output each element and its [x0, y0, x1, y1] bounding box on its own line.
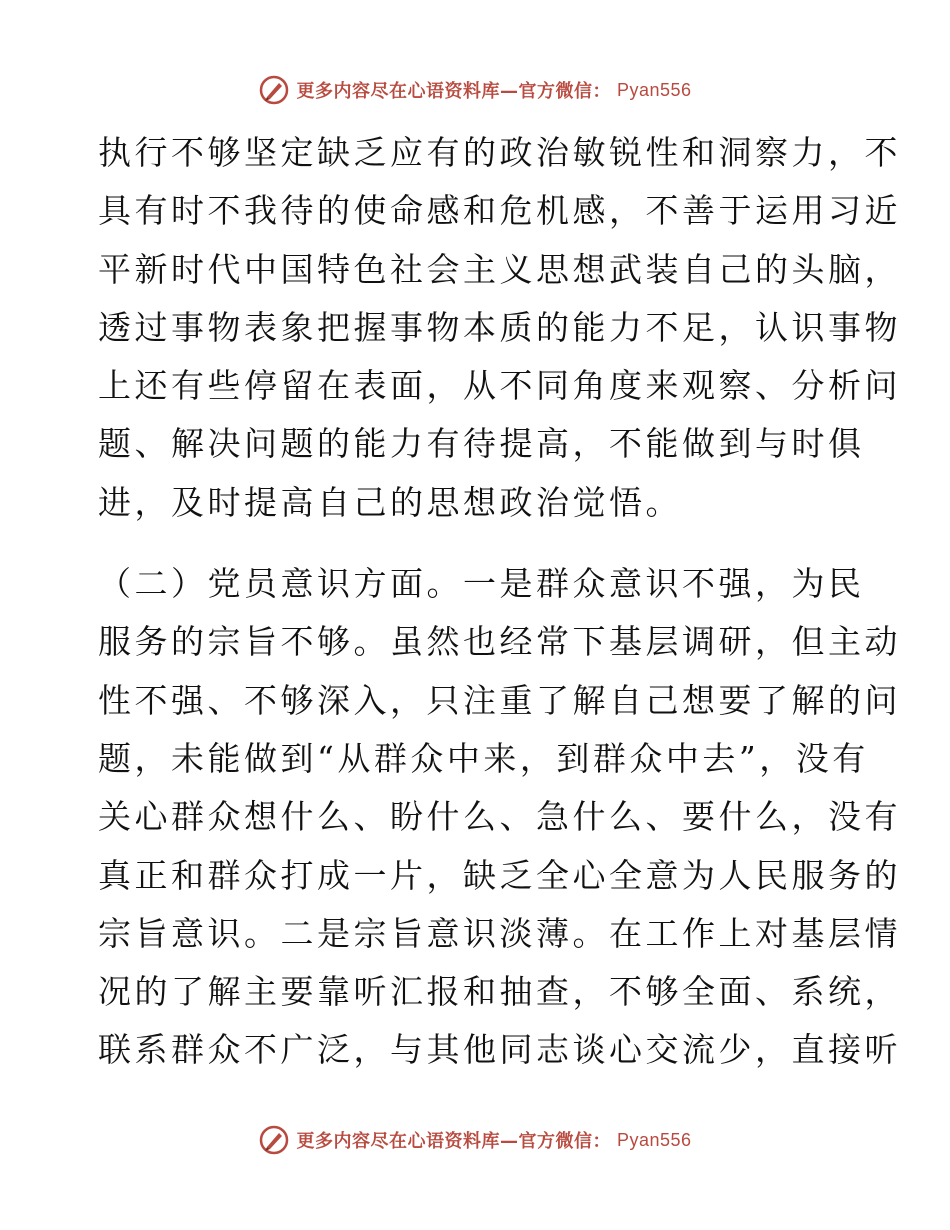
- text-line: 进，及时提高自己的思想政治觉悟。: [98, 482, 682, 522]
- text-line: （二）党员意识方面。一是群众意识不强，为民: [98, 564, 865, 604]
- header-watermark-banner: [0, 70, 950, 110]
- paragraph-1: [98, 124, 901, 532]
- text-line: 具有时不我待的使命感和危机感，不善于运用习近: [98, 191, 901, 231]
- pen-logo-icon: [258, 1124, 290, 1156]
- text-line: 题，未能做到“从群众中来，到群众中去”，没有: [98, 738, 869, 778]
- text-line: 宗旨意识。二是宗旨意识淡薄。在工作上对基层情: [98, 913, 901, 953]
- text-line: 性不强、不够深入，只注重了解自己想要了解的问: [98, 680, 901, 720]
- header-watermark-text: 更多内容尽在心语资料库—官方微信：: [296, 81, 611, 102]
- pen-logo-icon: [258, 74, 290, 106]
- text-line: 透过事物表象把握事物本质的能力不足，认识事物: [98, 307, 901, 347]
- footer-watermark-text: 更多内容尽在心语资料库—官方微信：: [296, 1131, 611, 1152]
- text-line: 平新时代中国特色社会主义思想武装自己的头脑，: [98, 249, 901, 289]
- text-line: 联系群众不广泛，与其他同志谈心交流少，直接听: [98, 1030, 901, 1070]
- text-line: 关心群众想什么、盼什么、急什么、要什么，没有: [98, 797, 901, 837]
- footer-watermark-banner: [0, 1120, 950, 1160]
- footer-watermark-account: Pyan556: [616, 1129, 692, 1150]
- text-line: 服务的宗旨不够。虽然也经常下基层调研，但主动: [98, 622, 901, 662]
- paragraph-2: [98, 555, 901, 1080]
- text-line: 题、解决问题的能力有待提高，不能做到与时俱: [98, 424, 865, 464]
- text-line: 况的了解主要靠听汇报和抽查，不够全面、系统，: [98, 972, 901, 1012]
- text-line: 上还有些停留在表面，从不同角度来观察、分析问: [98, 366, 901, 406]
- text-line: 执行不够坚定缺乏应有的政治敏锐性和洞察力，不: [98, 133, 901, 172]
- text-line: 真正和群众打成一片，缺乏全心全意为人民服务的: [98, 855, 901, 895]
- document-body: [98, 124, 901, 1080]
- header-watermark-account: Pyan556: [616, 79, 692, 100]
